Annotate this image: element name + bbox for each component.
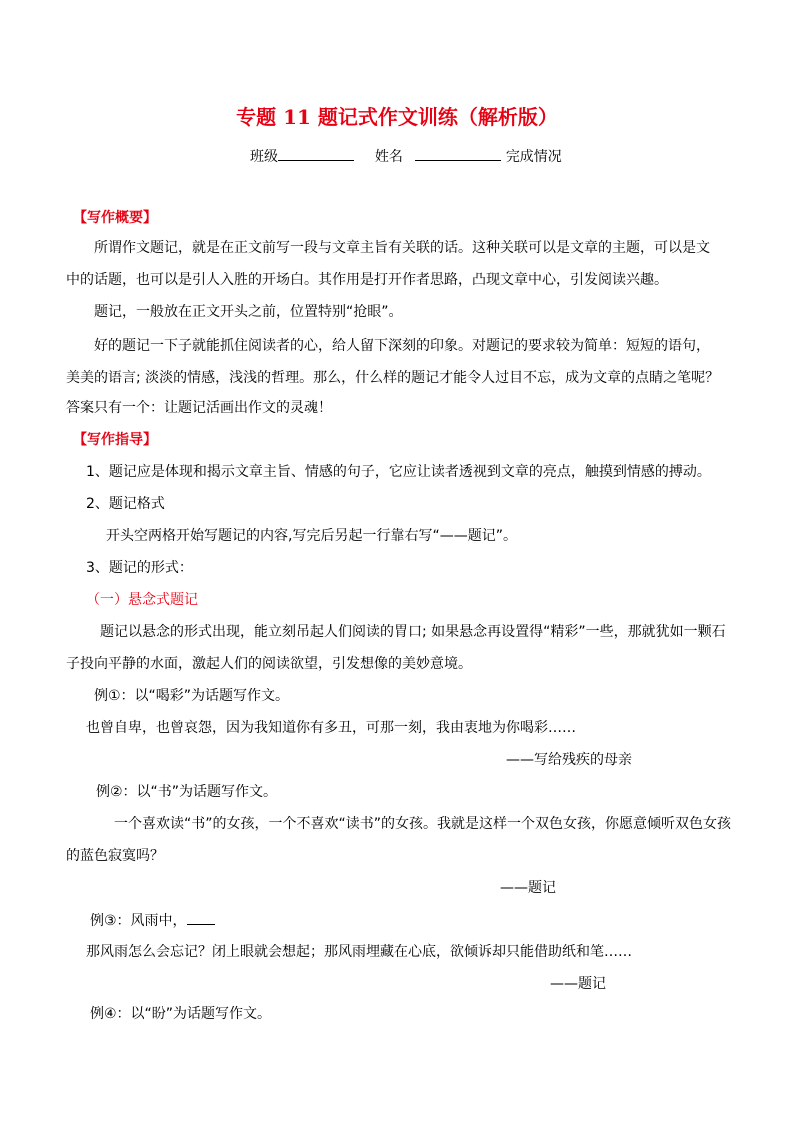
overview-p3-line2: 美美的语言; 淡淡的情感，浅浅的哲理。那么，什么样的题记才能令人过目不忘，成为文章的点睛之笔呢？ [66, 370, 720, 386]
class-blank [278, 146, 354, 161]
guide-item-2-text: 开头空两格开始写题记的内容,写完后另起一行靠右写“——题记”。 [106, 528, 517, 544]
example-3-text: 那风雨怎么会忘记？闭上眼就会想起；那风雨埋藏在心底，欲倾诉却只能借助纸和笔…… [86, 944, 632, 960]
overview-p3-line1: 好的题记一下子就能抓住阅读者的心，给人留下深刻的印象。对题记的要求较为简单：短短的语句， [94, 338, 710, 354]
overview-p3-line3: 答案只有一个：让题记活画出作文的灵魂！ [66, 400, 332, 416]
overview-heading: 【写作概要】 [73, 210, 157, 226]
example-2-signature: ——题记 [500, 880, 556, 896]
guide-item-2: 2、题记格式 [86, 496, 165, 512]
example-4-label: 例④：以“盼”为话题写作文。 [90, 1006, 272, 1022]
example-2-line1: 一个喜欢读“书”的女孩，一个不喜欢“读书”的女孩。我就是这样一个双色女孩，你愿意倾听双色女孩 [114, 816, 732, 832]
overview-p1-line2: 中的话题，也可以是引人入胜的开场白。其作用是打开作者思路，凸现文章中心，引发阅读兴趣。 [66, 272, 668, 288]
overview-p2: 题记，一般放在正文开头之前，位置特别“抢眼”。 [94, 304, 403, 320]
example-1-text: 也曾自卑，也曾哀怨，因为我知道你有多丑，可那一刻，我由衷地为你喝彩…… [86, 720, 576, 736]
guide-sub-1: （一）悬念式题记 [86, 592, 198, 608]
class-label: 班级 [250, 149, 278, 165]
guide-sub-1-line1: 题记以悬念的形式出现，能立刻吊起人们阅读的胃口; 如果悬念再设置得“精彩”一些，那就犹如一颗石 [100, 624, 726, 640]
guide-item-3: 3、题记的形式： [86, 560, 193, 576]
info-line [250, 146, 562, 167]
example-2-label: 例②：以“书”为话题写作文。 [96, 784, 278, 800]
example-1-label: 例①：以“喝彩”为话题写作文。 [94, 688, 290, 704]
name-blank [415, 146, 501, 161]
guide-heading: 【写作指导】 [73, 432, 157, 448]
overview-p1-line1: 所谓作文题记，就是在正文前写一段与文章主旨有关联的话。这种关联可以是文章的主题，可以是文 [94, 240, 710, 256]
example-3-label-line [90, 910, 215, 931]
guide-sub-1-line2: 子投向平静的水面，激起人们的阅读欲望，引发想像的美妙意境。 [66, 656, 472, 672]
example-3-label: 例③：风雨中， [90, 913, 187, 929]
example-3-signature: ——题记 [550, 976, 606, 992]
example-3-blank [187, 910, 215, 925]
example-1-signature: ——写给残疾的母亲 [506, 752, 632, 768]
status-label: 完成情况 [505, 149, 562, 165]
guide-item-1: 1、题记应是体现和揭示文章主旨、情感的句子，它应让读者透视到文章的亮点，触摸到情感的搏动。 [86, 464, 711, 480]
example-2-line2: 的蓝色寂寞吗？ [66, 848, 164, 864]
page-title: 专题 11 题记式作文训练（解析版） [236, 105, 558, 129]
name-label: 姓名 [374, 149, 403, 165]
